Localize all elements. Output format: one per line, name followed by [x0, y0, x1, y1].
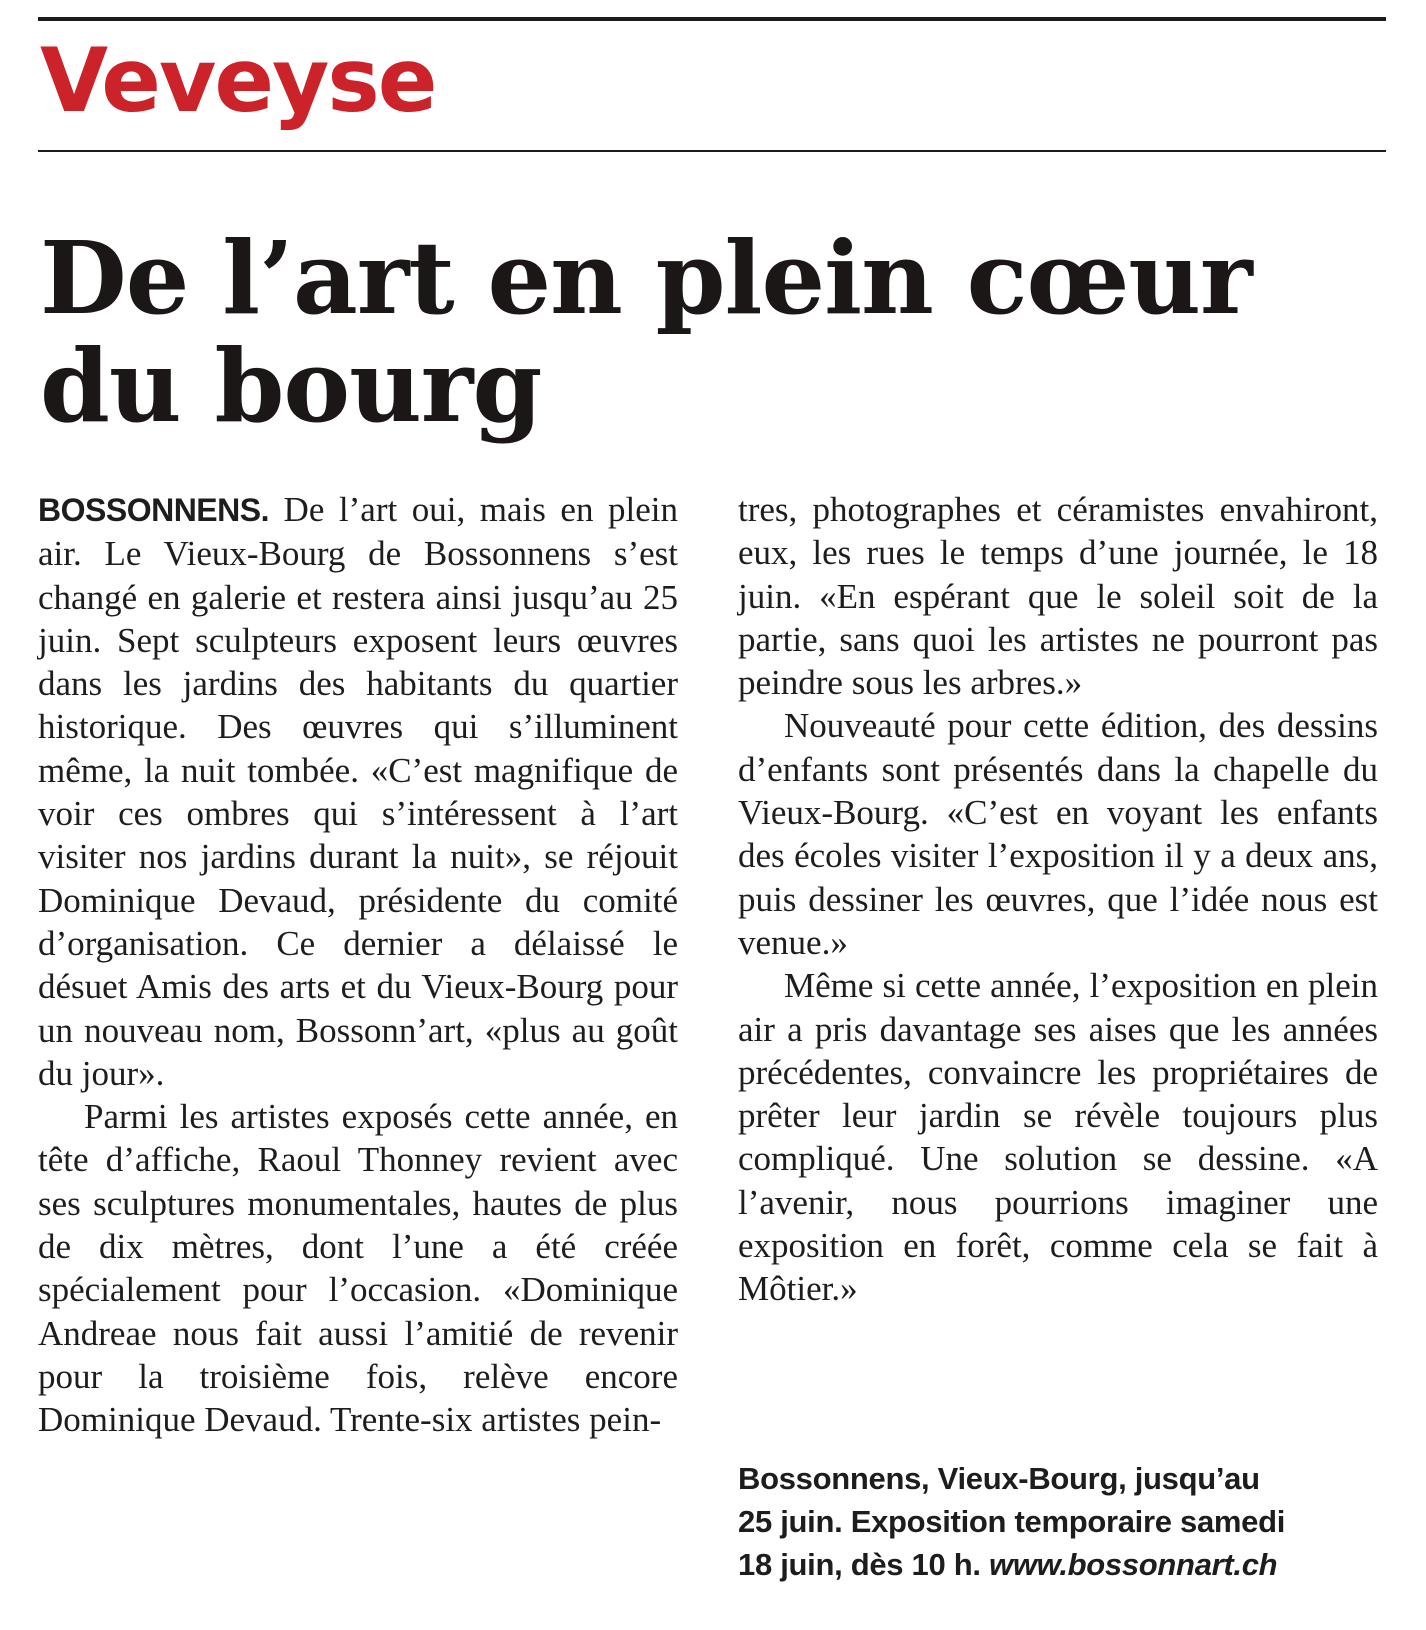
article-paragraph: Nouveauté pour cette édition, des dessins d’enfants sont présentés dans la chapelle du Vieux-Bourg. «C’est en voyant les enfants des écoles visiter l’exposition il y a deux ans, puis dessiner les œuvres, que l’idée nous est venue.»: [738, 706, 1378, 962]
info-line-2: 25 juin. Exposition temporaire samedi: [738, 1504, 1286, 1539]
section-title: Veveyse: [40, 29, 436, 132]
section-rule: [38, 150, 1386, 152]
paragraph-text: De l’art oui, mais en plein air. Le Vieux-Bourg de Bossonnens s’est changé en galerie et restera ainsi jusqu’au 25 juin. Sept sculpteurs exposent leurs œuvres dans les jardins des habitants du quartier historique. Des œuvres qui s’illuminent même, la nuit tombée. «C’est magnifique de voir ces ombres qui s’intéressent à l’art visiter nos jardins durant la nuit», se réjouit Dominique Devaud, présidente du comité d’organisation. Ce dernier a délaissé le désuet Amis des arts et du Vieux-Bourg pour un nouveau nom, Bossonn’art, «plus au goût du jour».: [38, 490, 679, 1093]
article-paragraph: Même si cette année, l’exposition en plein air a pris davantage ses aises que les années précédentes, convaincre les propriétaires de prêter leur jardin se révèle toujours plus compliqué. Une solution se dessine. «A l’avenir, nous pourrions imaginer une exposition en forêt, comme cela se fait à Môtier.»: [738, 966, 1378, 1309]
article-paragraph: [38, 488, 678, 1095]
info-line-1: Bossonnens, Vieux-Bourg, jusqu’au: [738, 1461, 1260, 1496]
website-link[interactable]: www.bossonnart.ch: [989, 1547, 1278, 1582]
article-column-left: [38, 488, 678, 1442]
event-info: [738, 1457, 1398, 1586]
article-paragraph: tres, photographes et céramistes envahiront, eux, les rues le temps d’une journée, le 18 juin. «En espérant que le soleil soit de la partie, sans quoi les artistes ne pourront pas peindre sous les arbres.»: [738, 490, 1378, 703]
headline-line-2: du bourg: [40, 327, 542, 445]
article-headline: [40, 219, 1380, 445]
info-line-3: 18 juin, dès 10 h.: [738, 1547, 981, 1582]
headline-line-1: De l’art en plein cœur: [40, 219, 1252, 337]
dateline: BOSSONNENS.: [38, 492, 269, 528]
top-rule: [38, 17, 1386, 21]
article-paragraph: Parmi les artistes exposés cette année, en tête d’affiche, Raoul Thonney revient avec ses sculptures monumentales, hautes de plus de dix mètres, dont l’une a été créée spécialement pour l’occasion. «Dominique Andreae nous fait aussi l’amitié de revenir pour la troisième fois, relève encore Dominique Devaud. Trente-six artistes pein-: [38, 1097, 678, 1440]
article-column-right: [738, 488, 1378, 1311]
